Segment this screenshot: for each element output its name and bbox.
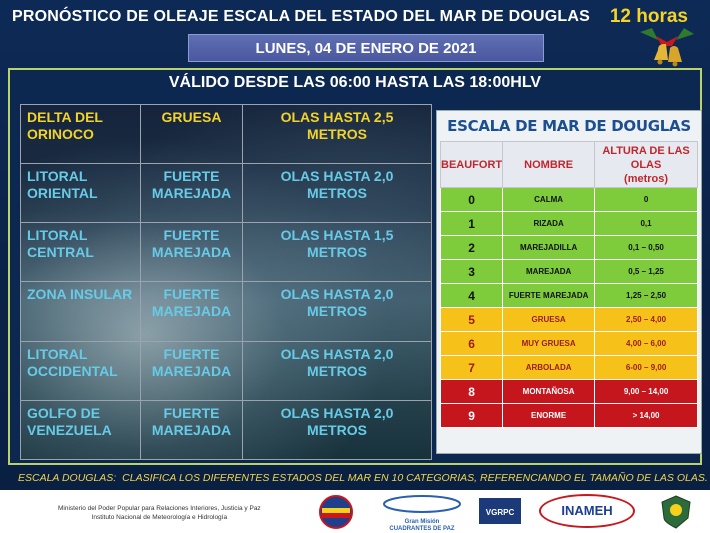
scale-height: 0 (595, 188, 698, 212)
scale-height: 0,5 – 1,25 (595, 260, 698, 284)
forecast-row (21, 105, 432, 164)
footer-logos (0, 490, 710, 533)
forecast-row (21, 400, 432, 459)
scale-row (441, 284, 698, 308)
scale-title: ESCALA DE MAR DE DOUGLAS (447, 117, 691, 135)
forecast-row (21, 223, 432, 282)
scale-beaufort: 7 (441, 356, 503, 380)
scale-name: CALMA (503, 188, 595, 212)
scale-name: ENORME (503, 404, 595, 428)
douglas-scale-table (440, 141, 698, 428)
forecast-waves: OLAS HASTA 1,5 METROS (243, 223, 432, 282)
forecast-frame (8, 68, 702, 465)
scale-header-name: NOMBRE (503, 142, 595, 188)
scale-beaufort: 5 (441, 308, 503, 332)
forecast-region: LITORAL OCCIDENTAL (21, 341, 141, 400)
forecast-waves: OLAS HASTA 2,0 METROS (243, 400, 432, 459)
scale-height: 6-00 – 9,00 (595, 356, 698, 380)
forecast-waves: OLAS HASTA 2,0 METROS (243, 164, 432, 223)
forecast-state: FUERTE MAREJADA (141, 164, 243, 223)
forecast-waves: OLAS HASTA 2,0 METROS (243, 341, 432, 400)
forecast-region: GOLFO DE VENEZUELA (21, 400, 141, 459)
forecast-region: LITORAL ORIENTAL (21, 164, 141, 223)
scale-beaufort: 4 (441, 284, 503, 308)
scale-height: > 14,00 (595, 404, 698, 428)
forecast-state: FUERTE MAREJADA (141, 282, 243, 341)
vgrpc-label: VGRPC (485, 508, 515, 517)
forecast-region: LITORAL CENTRAL (21, 223, 141, 282)
scale-row (441, 212, 698, 236)
shield-icon (660, 494, 692, 530)
scale-header-height (595, 142, 698, 188)
scale-name: RIZADA (503, 212, 595, 236)
venezuela-seal-icon (318, 494, 354, 530)
douglas-scale-panel (436, 110, 702, 454)
forecast-hours: 12 horas (609, 6, 688, 27)
footnote (18, 472, 708, 484)
scale-name: MAREJADILLA (503, 236, 595, 260)
footnote-text: CLASIFICA LOS DIFERENTES ESTADOS DEL MAR EN 10 CATEGORIAS, REFERENCIANDO EL TAMAÑO DE LAS OLAS. (122, 472, 708, 484)
scale-row (441, 308, 698, 332)
scale-row (441, 356, 698, 380)
scale-name: FUERTE MAREJADA (503, 284, 595, 308)
inameh-label: INAMEH (561, 503, 613, 518)
ministry-label (58, 504, 261, 522)
paz-line-2: CUADRANTES DE PAZ (389, 526, 455, 532)
scale-beaufort: 0 (441, 188, 503, 212)
forecast-state: FUERTE MAREJADA (141, 223, 243, 282)
scale-name: GRUESA (503, 308, 595, 332)
forecast-state: FUERTE MAREJADA (141, 400, 243, 459)
scale-height: 0,1 – 0,50 (595, 236, 698, 260)
date-bar (188, 34, 544, 62)
paz-line-1: Gran Misión (404, 519, 440, 525)
forecast-row (21, 282, 432, 341)
validity-label: VÁLIDO DESDE LAS 06:00 HASTA LAS 18:00HLV (168, 74, 542, 91)
scale-row (441, 380, 698, 404)
inameh-logo (539, 494, 635, 528)
scale-height: 1,25 – 2,50 (595, 284, 698, 308)
scale-height: 4,00 – 6,00 (595, 332, 698, 356)
scale-name: MONTAÑOSA (503, 380, 595, 404)
page-title: PRONÓSTICO DE OLEAJE ESCALA DEL ESTADO DEL MAR DE DOUGLAS (12, 8, 590, 25)
cuadrantes-paz-icon (380, 494, 464, 514)
scale-name: MUY GRUESA (503, 332, 595, 356)
scale-beaufort: 2 (441, 236, 503, 260)
forecast-row (21, 341, 432, 400)
footnote-lead: ESCALA DOUGLAS: (18, 472, 117, 484)
scale-row (441, 260, 698, 284)
scale-name: MAREJADA (503, 260, 595, 284)
christmas-ornament-icon (638, 26, 696, 72)
scale-row (441, 332, 698, 356)
scale-header-unit: (metros) (624, 172, 669, 185)
cuadrantes-paz-logo (380, 494, 464, 533)
forecast-region: ZONA INSULAR (21, 282, 141, 341)
scale-header-beaufort: BEAUFORT (441, 142, 503, 188)
forecast-region: DELTA DEL ORINOCO (21, 105, 141, 164)
forecast-state: GRUESA (141, 105, 243, 164)
scale-height: 9,00 – 14,00 (595, 380, 698, 404)
forecast-waves: OLAS HASTA 2,0 METROS (243, 282, 432, 341)
forecast-table (20, 104, 432, 460)
scale-height: 2,50 – 4,00 (595, 308, 698, 332)
scale-row (441, 236, 698, 260)
scale-beaufort: 1 (441, 212, 503, 236)
date-label: LUNES, 04 DE ENERO DE 2021 (255, 39, 477, 57)
scale-beaufort: 3 (441, 260, 503, 284)
scale-beaufort: 9 (441, 404, 503, 428)
vgrpc-logo (479, 498, 521, 524)
scale-row (441, 404, 698, 428)
scale-beaufort: 8 (441, 380, 503, 404)
ministry-line-2: Instituto Nacional de Meteorología e Hidrología (91, 514, 228, 521)
forecast-row (21, 164, 432, 223)
ministry-line-1: Ministerio del Poder Popular para Relaciones Interiores, Justicia y Paz (58, 505, 261, 512)
scale-row (441, 188, 698, 212)
scale-height: 0,1 (595, 212, 698, 236)
forecast-state: FUERTE MAREJADA (141, 341, 243, 400)
forecast-waves: OLAS HASTA 2,5 METROS (243, 105, 432, 164)
scale-beaufort: 6 (441, 332, 503, 356)
scale-name: ARBOLADA (503, 356, 595, 380)
scale-header-height-label: ALTURA DE LAS OLAS (602, 144, 690, 171)
